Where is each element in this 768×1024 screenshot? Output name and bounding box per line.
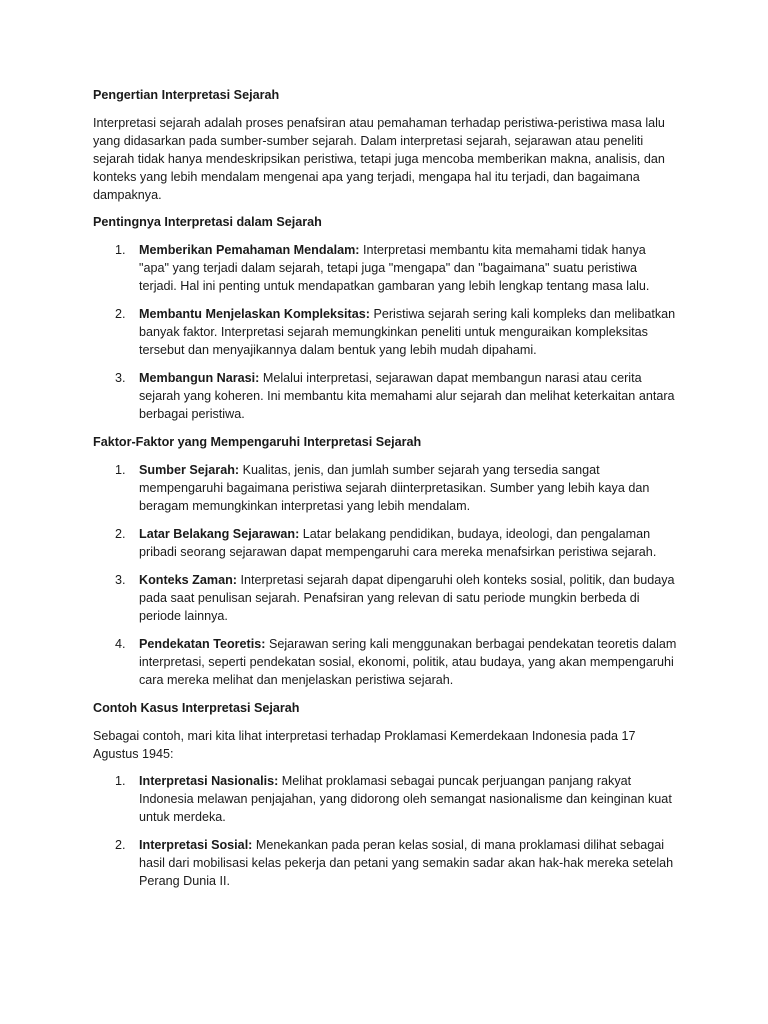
list-term: Pendekatan Teoretis: — [139, 637, 266, 651]
list-item — [93, 369, 678, 423]
list-number: 2. — [115, 838, 126, 852]
factors-list — [93, 461, 678, 689]
section-heading-definition: Pengertian Interpretasi Sejarah — [93, 88, 280, 102]
list-number: 3. — [115, 371, 126, 385]
list-number: 2. — [115, 307, 126, 321]
list-item — [93, 571, 678, 625]
list-text: Interpretasi sejarah dapat dipengaruhi oleh konteks sosial, politik, dan budaya pada saat penulisan sejarah. Penafsiran yang relevan di satu periode mungkin berbeda di periode lainnya. — [139, 573, 675, 623]
list-text: Melalui interpretasi, sejarawan dapat membangun narasi atau cerita sejarah yang koheren. Ini membantu kita memahami alur sejarah dan melihat keterkaitan antara berbagai peristiwa. — [139, 371, 675, 421]
list-item — [93, 772, 678, 826]
document-page — [93, 86, 678, 900]
case-study-paragraph: Sebagai contoh, mari kita lihat interpretasi terhadap Proklamasi Kemerdekaan Indonesia pada 17 Agustus 1945: — [93, 729, 636, 761]
definition-paragraph: Interpretasi sejarah adalah proses penafsiran atau pemahaman terhadap peristiwa-peristiwa masa lalu yang didasarkan pada sumber-sumber sejarah. Dalam interpretasi sejarah, sejarawan atau peneliti sejarah tidak hanya mendeskripsikan peristiwa, tetapi juga mencoba memberikan makna, analisis, dan konteks yang lebih mendalam mengenai apa yang terjadi, mengapa hal itu terjadi, dan bagaimana dampaknya. — [93, 116, 665, 202]
case-study-list — [93, 772, 678, 890]
list-number: 3. — [115, 573, 126, 587]
list-number: 2. — [115, 527, 126, 541]
list-term: Sumber Sejarah: — [139, 463, 240, 477]
list-text: Sejarawan sering kali menggunakan berbagai pendekatan teoretis dalam interpretasi, seperti pendekatan sosial, ekonomi, politik, atau budaya, yang akan mempengaruhi cara mereka melihat dan menjelaskan peristiwa sejarah. — [139, 637, 677, 687]
list-term: Konteks Zaman: — [139, 573, 237, 587]
list-text: Interpretasi membantu kita memahami tidak hanya "apa" yang terjadi dalam sejarah, tetapi juga "mengapa" dan "bagaimana" suatu peristiwa terjadi. Hal ini penting untuk mendapatkan gambaran yang lebih lengkap tentang masa lalu. — [139, 243, 650, 293]
list-text: Menekankan pada peran kelas sosial, di mana proklamasi dilihat sebagai hasil dari mobilisasi kelas pekerja dan petani yang semakin sadar akan hak-hak mereka setelah Perang Dunia II. — [139, 838, 674, 888]
list-number: 1. — [115, 463, 126, 477]
list-item — [93, 525, 678, 561]
section-heading-importance: Pentingnya Interpretasi dalam Sejarah — [93, 215, 322, 229]
section-heading-case-study: Contoh Kasus Interpretasi Sejarah — [93, 701, 300, 715]
importance-list — [93, 241, 678, 423]
list-term: Membangun Narasi: — [139, 371, 260, 385]
list-item — [93, 305, 678, 359]
list-term: Latar Belakang Sejarawan: — [139, 527, 300, 541]
list-term: Interpretasi Sosial: — [139, 838, 253, 852]
list-number: 1. — [115, 774, 126, 788]
list-text: Kualitas, jenis, dan jumlah sumber sejarah yang tersedia sangat mempengaruhi bagaimana peristiwa sejarah diinterpretasikan. Sumber yang lebih kaya dan beragam memungkinkan interpretasi yang lebih mendalam. — [139, 463, 650, 513]
list-number: 1. — [115, 243, 126, 257]
list-item — [93, 635, 678, 689]
list-term: Membantu Menjelaskan Kompleksitas: — [139, 307, 370, 321]
list-text: Melihat proklamasi sebagai puncak perjuangan panjang rakyat Indonesia melawan penjajahan, yang didorong oleh semangat nasionalisme dan keinginan kuat untuk merdeka. — [139, 774, 672, 824]
list-term: Interpretasi Nasionalis: — [139, 774, 279, 788]
list-item — [93, 461, 678, 515]
list-text: Latar belakang pendidikan, budaya, ideologi, dan pengalaman pribadi seorang sejarawan dapat mempengaruhi cara mereka menafsirkan peristiwa sejarah. — [139, 527, 657, 559]
list-text: Peristiwa sejarah sering kali kompleks dan melibatkan banyak faktor. Interpretasi sejarah memungkinkan peneliti untuk menguraikan kompleksitas tersebut dan menyajikannya dalam bentuk yang lebih mudah dipahami. — [139, 307, 676, 357]
list-item — [93, 836, 678, 890]
list-number: 4. — [115, 637, 126, 651]
list-term: Memberikan Pemahaman Mendalam: — [139, 243, 360, 257]
section-heading-factors: Faktor-Faktor yang Mempengaruhi Interpretasi Sejarah — [93, 435, 422, 449]
list-item — [93, 241, 678, 295]
